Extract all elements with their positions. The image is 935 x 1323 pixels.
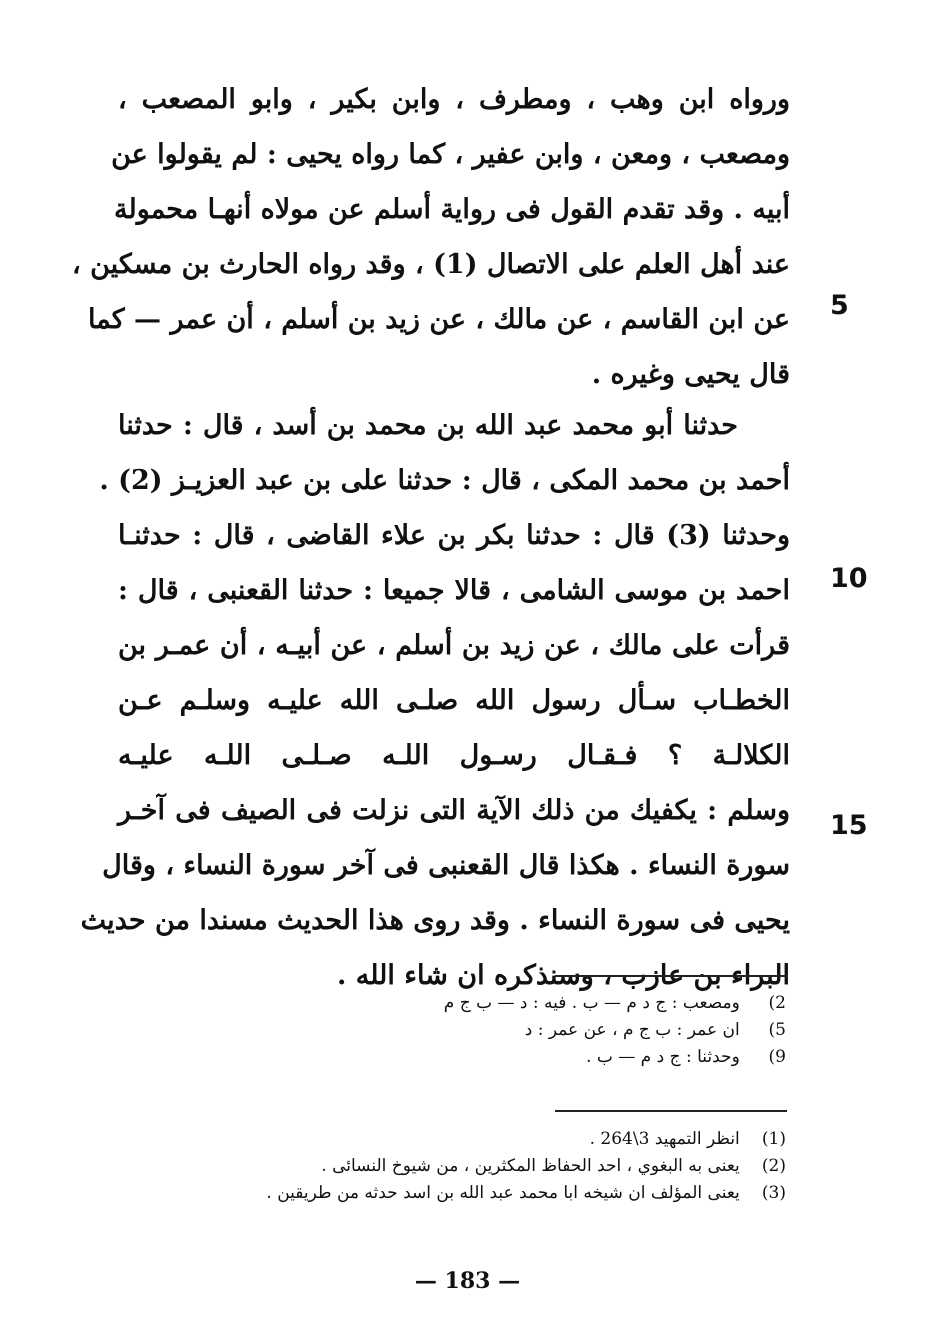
footnote-divider (555, 1110, 787, 1112)
footnote (130, 1180, 786, 1207)
text-line: البراء بن عازب ، وسنذكره ان شاء الله . (336, 960, 790, 991)
text-line: سورة النساء . هكذا قال القعنبى فى آخر سورة النساء ، وقال (102, 850, 790, 881)
variant-note (130, 990, 786, 1017)
text-line: ورواه ابن وهب ، ومطرف ، وابن بكير ، وابو المصعب ، (118, 84, 790, 115)
line-number-15: 15 (830, 810, 868, 841)
variant-note (130, 1017, 786, 1044)
note-text: وحدثنا : ج د م — ب . (586, 1047, 740, 1067)
text-line: قرأت على مالك ، عن زيد بن أسلم ، عن أبيـه ، أن عمـر بن (118, 630, 790, 661)
footnote (130, 1153, 786, 1180)
text-line: عن ابن القاسم ، عن مالك ، عن زيد بن أسلم ، أن عمر — كما (87, 304, 790, 335)
note-number: 2) (768, 993, 786, 1013)
footnote-number: (1) (761, 1129, 786, 1149)
footnote-number: (3) (761, 1183, 786, 1203)
page-number: — 183 — (414, 1268, 521, 1294)
text-line: عند أهل العلم على الاتصال (1) ، وقد رواه الحارث بن مسكين ، (72, 249, 790, 280)
text-line: وحدثنا (3) قال : حدثنا بكر بن علاء القاضى ، قال : حدثنـا (118, 520, 791, 551)
text-line: احمد بن موسى الشامى ، قالا جميعا : حدثنا القعنبى ، قال : (118, 575, 790, 606)
note-number: 5) (768, 1020, 786, 1040)
footnote-text: يعنى المؤلف ان شيخه ابا محمد عبد الله بن اسد حدثه من طريقين . (266, 1183, 740, 1203)
line-number-5: 5 (830, 290, 849, 321)
text-line: قال يحيى وغيره . (591, 359, 790, 390)
footnotes (130, 1126, 786, 1207)
note-number: 9) (768, 1047, 786, 1067)
text-line: وسلم : يكفيك من ذلك الآية التى نزلت فى الصيف فى آخـر (118, 795, 790, 826)
footnote (130, 1126, 786, 1153)
text-line: أحمد بن محمد المكى ، قال : حدثنا على بن عبد العزيـز (2) . (99, 465, 790, 496)
paragraph-1 (72, 72, 790, 402)
variant-note (130, 1044, 786, 1071)
footnote-text: انظر التمهيد 3\264 . (589, 1129, 740, 1149)
text-line: أبيه . وقد تقدم القول فى رواية أسلم عن مولاه أنهـا محمولة (114, 194, 790, 225)
footnote-number: (2) (761, 1156, 786, 1176)
variant-notes (130, 990, 786, 1071)
text-line: الكلالـة ؟ فـقـال رسـول اللـه صـلـى اللـه عليـه (118, 740, 790, 771)
text-line: يحيى فى سورة النساء . وقد روى هذا الحديث مسندا من حديث (80, 905, 790, 936)
line-number-10: 10 (830, 563, 868, 594)
note-text: ان عمر : ب ج م ، عن عمر : د (524, 1020, 740, 1040)
footnote-text: يعنى به البغوي ، احد الحفاظ المكثرين ، من شيوخ النسائى . (321, 1156, 740, 1176)
text-line: حدثنا أبو محمد عبد الله بن محمد بن أسد ، قال : حدثنا (118, 410, 738, 441)
text-line: ومصعب ، ومعن ، وابن عفير ، كما رواه يحيى : لم يقولوا عن (111, 139, 790, 170)
paragraph-2 (80, 398, 791, 1003)
footnote-divider (555, 975, 787, 977)
text-line: الخطـاب سـأل رسول الله صلـى الله عليـه وسلـم عـن (118, 685, 790, 716)
note-text: ومصعب : ج د م — ب . فيه : د — ب ج م (443, 993, 740, 1013)
